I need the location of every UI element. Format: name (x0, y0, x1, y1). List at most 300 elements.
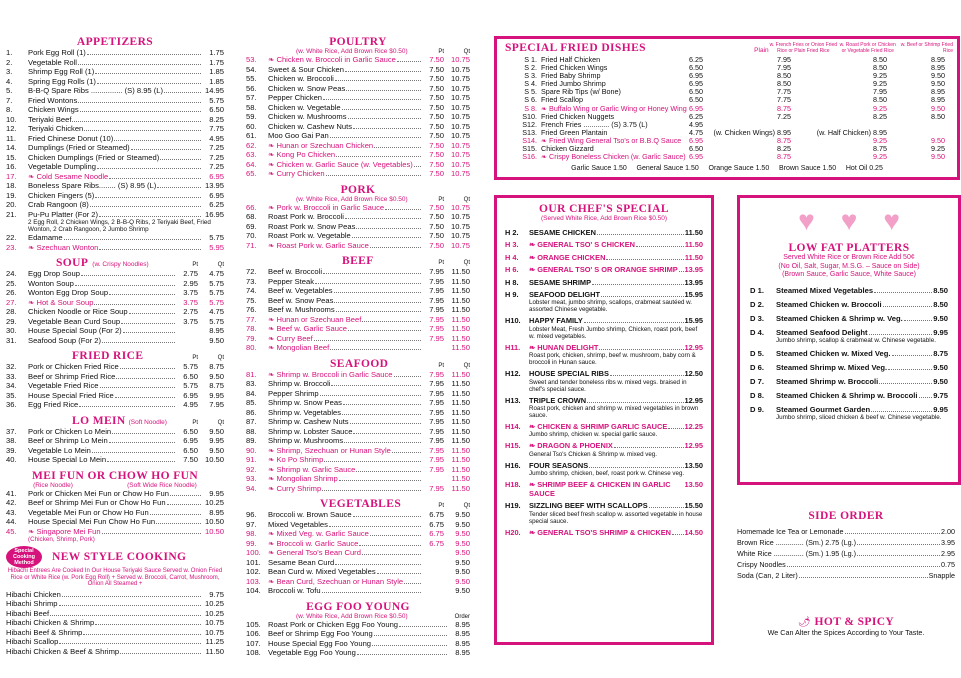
item-price-qt: 11.50 (451, 324, 470, 333)
item-name: Roast Pork w. Broccoli (268, 212, 344, 221)
item-name: ❧ HUNAN DELIGHT (529, 342, 599, 352)
item-number: H16. (505, 460, 521, 470)
price-beef: 8.50 (931, 111, 945, 121)
dot-leader (131, 143, 201, 150)
item-price: 2.95 (941, 549, 955, 558)
item-name: Pork Egg Roll (1) (28, 48, 86, 57)
item-name: House Special Fried Rice (28, 390, 114, 400)
item-price-pt: 7.95 (429, 483, 444, 493)
dot-leader (72, 115, 201, 122)
dot-leader (589, 461, 683, 468)
low-fat-item-title (750, 328, 948, 337)
dot-leader (156, 517, 201, 524)
menu-item-row (246, 277, 470, 287)
item-number: 4. (6, 76, 13, 86)
menu-item-row (6, 436, 224, 446)
item-number: 8. (6, 105, 13, 114)
item-name: Chicken w. Broccoli (268, 74, 334, 83)
item-price: 8.25 (209, 114, 224, 124)
menu-item-row (6, 67, 224, 77)
item-name: ❧ Roast Pork w. Garlic Sauce (268, 240, 369, 250)
dot-leader (62, 590, 201, 597)
dot-leader (326, 169, 421, 176)
menu-item-row (6, 58, 224, 68)
item-name: ❧ Crispy Boneless Chicken (w. Garlic Sauce) (541, 152, 686, 162)
item-price-pt: 5.75 (183, 381, 198, 390)
item-name: Vegetable Bean Curd Soup (28, 316, 121, 326)
item-price: 12.95 (684, 342, 703, 352)
low-fat-item (750, 349, 948, 358)
dot-leader (350, 417, 421, 424)
menu-item-row (246, 160, 470, 170)
dot-leader (357, 648, 447, 655)
menu-item-row (6, 326, 224, 336)
item-number: 53. (246, 55, 257, 64)
dot-leader (370, 241, 421, 248)
item-price-qt: 8.75 (209, 381, 224, 390)
chef-item (505, 396, 703, 419)
dot-leader (157, 181, 201, 188)
item-price-pt: 6.75 (429, 538, 444, 548)
item-desc: Roast pork, chicken, shrimp, beef w. mushroom, baby corn & broccoli in Hunan sauce. (529, 352, 696, 367)
dot-leader (107, 455, 175, 462)
item-name: Sweet & Sour Chicken (268, 64, 344, 74)
item-price-qt: 10.75 (450, 93, 470, 102)
item-number: 105. (246, 619, 261, 629)
item-price: 10.75 (204, 627, 224, 637)
soup-header (6, 257, 224, 269)
dot-leader (871, 405, 932, 412)
dot-leader (394, 370, 421, 377)
item-name: Seafood Soup (For 2) (28, 335, 102, 345)
sf-qt-label: Qt (463, 362, 470, 369)
low-fat-item (750, 314, 948, 323)
mei-fun-title: MEI FUN OR CHOW HO FUN (31, 469, 199, 482)
item-number: D 3. (750, 313, 764, 323)
dot-leader (787, 560, 940, 567)
menu-item-row (6, 317, 224, 327)
price-roastpork: 9.25 (873, 103, 887, 113)
dot-leader (352, 231, 421, 238)
item-price-pt: 6.95 (183, 390, 198, 400)
price-plain: 6.95 (689, 71, 703, 81)
item-number: 108. (246, 648, 261, 657)
price-plain: 6.50 (689, 144, 703, 154)
price-beef: 9.25 (931, 144, 945, 154)
chef-item (505, 528, 703, 537)
item-price: 8.95 (455, 629, 470, 638)
item-price-qt: 5.75 (209, 288, 224, 297)
item-name: Crispy Noodles (737, 560, 786, 569)
item-price-qt: 10.75 (450, 212, 470, 221)
chef-item (505, 369, 703, 392)
item-price-qt: 4.75 (209, 307, 224, 316)
menu-item-row (246, 93, 470, 103)
item-number: 69. (246, 221, 257, 231)
low-fat-item (750, 405, 948, 421)
dot-leader (120, 647, 201, 654)
menu-item-row (246, 539, 470, 549)
dot-leader (592, 278, 683, 285)
chef-item-title (505, 265, 703, 274)
item-price-qt: 10.75 (450, 102, 470, 112)
item-price: 8.95 (455, 638, 470, 648)
item-price: 0.75 (941, 560, 955, 569)
low-fat-item-title (750, 391, 948, 400)
item-number: 3. (6, 67, 13, 76)
item-name: SESAME SHRIMP (529, 277, 592, 287)
price-fries: 7.95 (777, 63, 791, 73)
item-price-pt: 7.95 (429, 305, 444, 314)
dot-leader (597, 228, 684, 235)
item-name: ❧ Curry Shrimp (268, 483, 322, 493)
dot-leader (606, 253, 683, 260)
item-name: ❧ Mixed Veg. w. Garlic Sauce (268, 529, 369, 538)
item-name: Chicken w. Snow Peas (268, 83, 346, 93)
item-price-pt: 7.50 (429, 159, 444, 169)
menu-item-row (6, 134, 224, 144)
item-desc: Lobster Meat, Fresh Jumbo shrimp, Chicken, roast pork, beef w. mixed vegetables. (529, 325, 698, 340)
menu-item-row (246, 84, 470, 94)
item-number: 61. (246, 131, 257, 140)
item-name: Steamed Shrimp w. Broccoli (776, 376, 879, 386)
item-number: 74. (246, 286, 257, 295)
item-price-qt: 10.75 (450, 55, 470, 64)
item-price-pt: 7.95 (429, 324, 444, 333)
soup-pt-label: Pt (192, 262, 198, 268)
menu-item-row (246, 315, 470, 325)
special-cooking-badge: Special Cooking Method (6, 546, 42, 568)
price-roastpork: 8.50 (873, 95, 887, 105)
sf-h-plain: Plain (754, 47, 769, 54)
item-name: Pepper Shrimp (268, 388, 319, 398)
item-number: 75. (246, 295, 257, 305)
item-name: Beef or Shrimp Fried Rice (28, 371, 116, 381)
item-price-qt: 9.50 (209, 445, 224, 455)
appetizers-list (6, 48, 224, 219)
item-price-qt: 11.50 (451, 388, 470, 398)
item-number: 72. (246, 267, 257, 276)
item-number: 104. (246, 586, 261, 595)
item-price-pt: 7.95 (429, 407, 444, 417)
item-price: 6.95 (209, 171, 224, 181)
item-number: 18. (6, 181, 17, 190)
item-name: Fried Chicken Nuggets (541, 111, 615, 121)
special-fried-row (497, 153, 957, 161)
lo-mein-title: LO MEIN (72, 414, 126, 427)
item-number: 55. (246, 74, 257, 83)
item-price-qt: 11.50 (451, 417, 470, 426)
menu-item-row (246, 74, 470, 84)
dot-leader (414, 160, 421, 167)
price-plain: 6.50 (689, 87, 703, 97)
dot-leader (601, 290, 683, 297)
pork-sub-row (246, 196, 470, 203)
item-number: 25. (6, 278, 17, 288)
item-name: Egg Fried Rice (28, 400, 79, 409)
dot-leader (356, 222, 421, 229)
item-name: ❧ Bean Curd, Szechuan or Hunan Style (268, 576, 404, 586)
sf-header (505, 42, 953, 54)
price-roastpork: 8.50 (873, 63, 887, 73)
dot-leader (342, 408, 421, 415)
low-fat-item (750, 300, 948, 309)
item-number: 30. (6, 326, 17, 335)
vegetables-list (246, 510, 470, 596)
item-price: 13.95 (684, 265, 703, 275)
item-number: 93. (246, 474, 257, 483)
menu-item-row (246, 548, 470, 558)
item-price-pt: 7.95 (429, 464, 444, 474)
item-price-qt: 9.50 (455, 519, 470, 529)
item-number: S 8. (524, 103, 537, 113)
dot-leader (114, 134, 201, 141)
egg-foo-order-label: Order (454, 613, 470, 620)
item-name: Pork or Chicken Lo Mein (28, 426, 112, 436)
dot-leader (345, 212, 421, 219)
item-price-pt: 7.95 (429, 286, 444, 295)
fried-rice-list (6, 362, 224, 410)
item-price: 14.50 (684, 527, 703, 537)
item-number: 32. (6, 362, 17, 371)
item-price-qt: 9.95 (209, 436, 224, 445)
item-number: 99. (246, 538, 257, 548)
item-number: H 2. (505, 228, 519, 237)
beef-title: BEEF (342, 255, 374, 267)
price-plain: 6.25 (689, 55, 703, 64)
dot-leader (87, 48, 201, 55)
item-price: 10.50 (204, 526, 224, 536)
menu-item-row (246, 520, 470, 530)
item-number: 39. (6, 445, 17, 455)
chef-item-title (505, 253, 703, 262)
dot-leader (904, 314, 932, 321)
menu-item-row (246, 620, 470, 630)
item-number: S 6. (524, 95, 537, 105)
item-price-pt: 7.95 (429, 276, 444, 286)
dot-leader (322, 484, 421, 491)
pupu-note: 2 Egg Roll, 2 Chicken Wings, 2 B-B-Q Ribs, 2 Teriyaki Beef, Fried Wonton, 2 Crab Rangoon, 2 Jumbo Shrimp (28, 219, 211, 233)
item-number: 100. (246, 548, 261, 557)
dot-leader (919, 391, 933, 398)
item-name: Steamed Mixed Vegetables (776, 285, 874, 295)
item-price-pt: 7.50 (429, 212, 444, 221)
pork-sub: (w. White Rice, Add Brown Rice $0.50) (296, 195, 408, 203)
chef-item-title (505, 316, 703, 325)
item-price: 10.25 (204, 608, 224, 618)
low-fat-subs (740, 254, 958, 280)
item-name: Vegetable Dumpling (28, 162, 96, 171)
item-price: 13.50 (684, 480, 703, 490)
item-price-pt: 6.75 (429, 519, 444, 529)
dot-leader (95, 191, 201, 198)
sf-h-beef: w. Beef or Shrimp Fried Rice (900, 42, 953, 54)
item-number: 73. (246, 276, 257, 286)
fr-pt-label: Pt (192, 355, 198, 361)
item-name: Steamed Chicken w. Broccoli (776, 299, 882, 309)
item-number: 84. (246, 388, 257, 398)
pk-qt-label: Qt (463, 196, 470, 203)
item-price-pt: 6.75 (429, 529, 444, 538)
item-price: 8.50 (933, 285, 948, 295)
item-number: 92. (246, 464, 257, 474)
item-price-qt: 10.75 (450, 159, 470, 169)
menu-item-row (6, 105, 224, 115)
item-desc: Tender sliced beef fresh scallop w. assorted vegetable in house special sauce. (529, 510, 703, 525)
menu-item-row (6, 618, 224, 628)
dot-leader (636, 240, 684, 247)
menu-item-row (246, 427, 470, 437)
item-number: 38. (6, 436, 17, 445)
item-number: 16. (6, 162, 17, 171)
item-name: ❧ Curry Beef (268, 333, 313, 343)
item-price-pt: 7.95 (429, 417, 444, 426)
item-number: 80. (246, 343, 257, 352)
item-number: H19. (505, 501, 521, 511)
item-name: ❧ Buffalo Wing or Garlic Wing or Honey Wing (541, 103, 687, 113)
item-price: 8.95 (209, 507, 224, 517)
item-price: 9.50 (933, 376, 948, 386)
dot-leader (97, 162, 201, 169)
dot-leader (102, 336, 175, 343)
item-price-pt: 7.50 (429, 231, 444, 240)
item-number: H 3. (505, 240, 519, 250)
item-price-qt: 10.75 (450, 150, 470, 159)
dot-leader (397, 55, 421, 62)
low-fat-item-title (750, 377, 948, 386)
item-number: 15. (6, 152, 17, 162)
item-price-qt: 10.75 (450, 83, 470, 93)
item-number: 91. (246, 455, 257, 464)
menu-item-row (6, 115, 224, 125)
item-name: ❧ General Tso's Bean Curd (268, 548, 361, 557)
item-desc: Jumbo shrimp, chicken w. special garlic sauce. (529, 431, 658, 439)
item-price: 15.95 (684, 316, 703, 326)
menu-item-row (6, 279, 224, 289)
item-price-pt: 7.95 (429, 295, 444, 305)
item-number: 85. (246, 398, 257, 407)
appetizers-title: APPETIZERS (76, 36, 154, 48)
item-name: Spare Rib Tips (w/ Bone) (541, 87, 621, 97)
item-name: Fried Chicken Wings (541, 63, 608, 73)
hot-spicy-title: HOT & SPICY (814, 616, 895, 628)
special-fried-title: SPECIAL FRIED DISHES (505, 42, 646, 54)
price-plain: 4.95 (689, 119, 703, 129)
low-fat-item-title (750, 363, 948, 372)
item-name: ❧ GENERAL TSO' S OR ORANGE SHRIMP (529, 265, 678, 275)
dot-leader (109, 172, 201, 179)
low-fat-sub2: (No Oil, Salt, Sugar, M.S.G. – Sauce on Side) (778, 262, 920, 270)
price-beef: 8.95 (931, 55, 945, 64)
price-roastpork: 9.25 (873, 71, 887, 81)
item-name: Dumplings (Fried or Steamed) (28, 143, 130, 152)
low-fat-sub3: (Brown Sauce, Garlic Sauce, White Sauce) (782, 271, 916, 278)
lm-qt-label: Qt (217, 419, 224, 426)
dot-leader (334, 286, 421, 293)
item-number: 77. (246, 314, 257, 324)
item-price-qt: 11.50 (451, 407, 470, 417)
item-name: Hibachi Shrimp (6, 599, 58, 608)
item-price-qt: 11.50 (451, 445, 470, 455)
pk-pt-label: Pt (438, 196, 444, 203)
low-fat-item-title (750, 405, 948, 414)
item-name: HOUSE SPECIAL RIBS (529, 369, 609, 379)
menu-item-row (246, 379, 470, 389)
item-name: ❧ Chicken w. Garlic Sauce (w. Vegetables) (268, 159, 413, 169)
menu-item-row (246, 648, 470, 658)
item-price-qt: 10.75 (450, 231, 470, 240)
dot-leader (599, 343, 683, 350)
dot-leader (584, 316, 684, 323)
dot-leader (97, 77, 201, 84)
chef-item (505, 441, 703, 457)
item-price-qt: 10.75 (450, 74, 470, 83)
item-number: S16. (522, 152, 537, 162)
item-price-pt: 3.75 (183, 297, 198, 307)
item-name: ❧ Shrimp w. Broccoli in Garlic Sauce (268, 369, 393, 379)
chef-item-title (505, 501, 703, 510)
item-name: ❧ Shrimp w. Garlic Sauce (268, 464, 356, 474)
price-fries: 8.50 (777, 71, 791, 81)
item-price-pt: 7.95 (429, 314, 444, 324)
dot-leader (336, 150, 421, 157)
chili-pepper-icon: 🌶 (797, 616, 811, 628)
item-name: Pepper Steak (268, 276, 315, 286)
item-price: 9.95 (209, 488, 224, 498)
item-name: Chicken Gizzard (541, 144, 594, 154)
item-name: Steamed Shrimp w. Mixed Veg. (776, 362, 888, 372)
item-price-pt: 6.75 (429, 510, 444, 519)
item-price: 9.75 (209, 589, 224, 599)
item-price-pt: 5.75 (183, 362, 198, 371)
menu-item-row (246, 334, 470, 344)
chef-item (505, 265, 703, 274)
dot-leader (59, 599, 202, 606)
dot-leader (115, 391, 175, 398)
item-price: 7.75 (209, 124, 224, 133)
dot-leader (679, 265, 684, 272)
item-name: Edamame (28, 233, 63, 242)
item-name: Shrimp w. Vegetables (268, 407, 342, 417)
chef-item (505, 501, 703, 524)
chef-item-title (505, 343, 703, 352)
item-name: Chicken Fingers (5) (28, 190, 95, 200)
item-name: ❧ Curry Chicken (268, 169, 325, 178)
item-price-qt: 9.50 (209, 371, 224, 381)
low-fat-box (737, 195, 961, 485)
menu-item-row (246, 150, 470, 160)
price-plain: 6.95 (689, 135, 703, 145)
menu-item-row (246, 296, 470, 306)
item-name: Chicken Noodle or Rice Soup (28, 307, 128, 316)
menu-item-row (246, 465, 470, 475)
item-price-qt: 11.50 (451, 436, 470, 445)
sf-pt-label: Pt (438, 362, 444, 369)
dot-leader (892, 349, 933, 356)
menu-item-row (246, 55, 470, 65)
dot-leader (84, 124, 201, 131)
item-name: TRIPLE CROWN (529, 395, 587, 405)
item-price-qt: 9.50 (209, 426, 224, 436)
item-name: Broccoli w. Brown Sauce (268, 510, 352, 519)
item-price: 12.50 (684, 369, 703, 379)
item-price-qt: 11.50 (451, 295, 470, 305)
item-price-qt: 4.75 (209, 269, 224, 278)
bf-qt-label: Qt (463, 260, 470, 266)
item-number: H11. (505, 342, 521, 352)
item-price-pt: 2.75 (183, 307, 198, 316)
po-pt-label: Pt (438, 49, 444, 55)
